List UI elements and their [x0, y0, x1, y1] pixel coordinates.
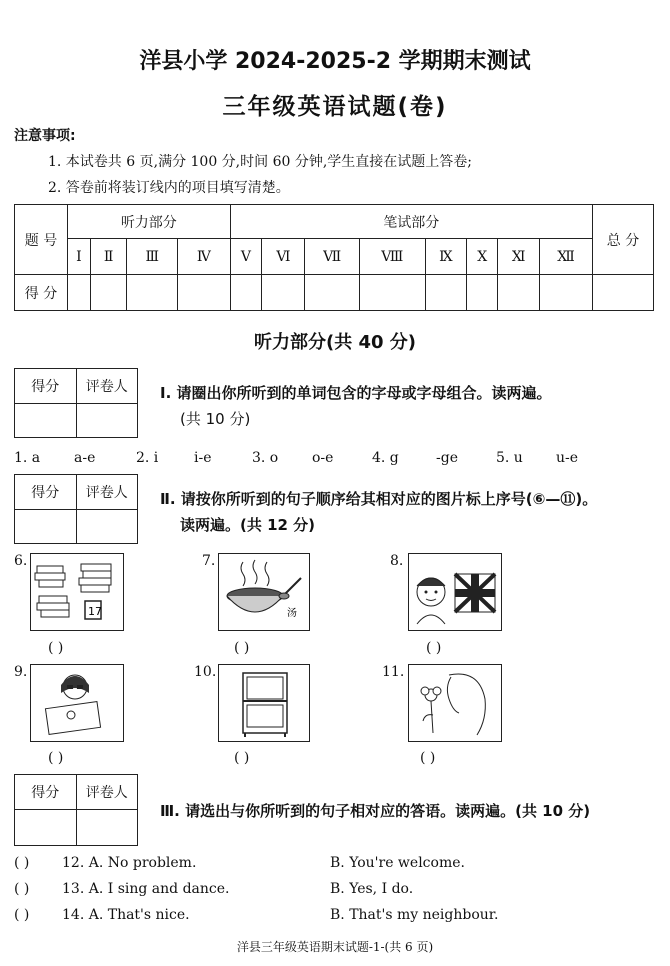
girl-picture	[30, 664, 124, 742]
q1-option[interactable]: i-e	[194, 450, 212, 466]
answer-paren[interactable]: ( )	[426, 640, 442, 656]
book-count-label: 17	[88, 605, 102, 618]
exam-title: 洋县小学 2024-2025-2 学期期末测试	[139, 49, 531, 74]
grader-name-label: 评卷人	[76, 775, 138, 810]
pic-number: 7.	[202, 553, 216, 569]
score-cell[interactable]	[467, 275, 498, 311]
grader-score-label: 得分	[15, 775, 77, 810]
notice-item: 2. 答卷前将装订线内的项目填写清楚。	[48, 180, 290, 196]
numeral-cell: Ⅴ	[230, 239, 262, 275]
girl-with-board-icon	[31, 665, 123, 741]
numeral-cell: Ⅲ	[127, 239, 178, 275]
score-cell[interactable]	[230, 275, 262, 311]
grader-name-label: 评卷人	[76, 369, 138, 404]
q1-option[interactable]: o-e	[312, 450, 334, 466]
shelf-picture	[218, 664, 310, 742]
grader-box	[14, 474, 138, 544]
numeral-cell: Ⅷ	[359, 239, 425, 275]
q2-line2: 读两遍。(共 12 分)	[180, 516, 316, 534]
q3-option-a: 13. A. I sing and dance.	[62, 881, 230, 897]
grader-score-label: 得分	[15, 475, 77, 510]
grader-name-cell[interactable]	[76, 810, 138, 846]
q3-option-b: B. That's my neighbour.	[330, 907, 499, 923]
score-cell[interactable]	[178, 275, 230, 311]
answer-paren[interactable]: ( )	[48, 750, 64, 766]
score-cell[interactable]	[262, 275, 305, 311]
soup-picture	[218, 553, 310, 631]
pic-number: 6.	[14, 553, 28, 569]
q3-option-b: B. You're welcome.	[330, 855, 465, 871]
writing-header: 笔试部分	[230, 205, 592, 239]
uk-flag-boy-icon	[409, 554, 501, 630]
q1-option[interactable]: u-e	[556, 450, 579, 466]
notice-item: 1. 本试卷共 6 页,满分 100 分,时间 60 分钟,学生直接在试题上答卷;	[48, 154, 473, 170]
q1-option[interactable]: 2. i	[136, 450, 159, 466]
numeral-cell: Ⅰ	[68, 239, 91, 275]
pic-number: 11.	[382, 664, 405, 680]
numeral-cell: Ⅻ	[539, 239, 592, 275]
answer-paren[interactable]: ( )	[14, 881, 30, 897]
q3-option-a: 12. A. No problem.	[62, 855, 197, 871]
grader-name-cell[interactable]	[76, 510, 138, 544]
grader-score-label: 得分	[15, 369, 77, 404]
answer-paren[interactable]: ( )	[14, 855, 30, 871]
grader-score-cell[interactable]	[15, 510, 77, 544]
girl-flower-picture	[408, 664, 502, 742]
answer-paren[interactable]: ( )	[14, 907, 30, 923]
q3-option-b: B. Yes, I do.	[330, 881, 414, 897]
grader-score-cell[interactable]	[15, 810, 77, 846]
numeral-cell: Ⅱ	[90, 239, 127, 275]
score-cell[interactable]	[90, 275, 127, 311]
books-picture	[30, 553, 124, 631]
grader-box	[14, 368, 138, 438]
soup-label: 汤	[287, 608, 297, 619]
numeral-cell: Ⅺ	[498, 239, 540, 275]
total-header: 总 分	[593, 205, 654, 275]
total-score-cell[interactable]	[593, 275, 654, 311]
q1-title: Ⅰ. 请圈出你所听到的单词包含的字母或字母组合。读两遍。	[160, 384, 552, 402]
pic-number: 9.	[14, 664, 28, 680]
score-table	[14, 204, 654, 311]
grader-box	[14, 774, 138, 846]
exam-subtitle: 三年级英语试题(卷)	[222, 94, 448, 120]
boy-flag-picture	[408, 553, 502, 631]
score-cell[interactable]	[68, 275, 91, 311]
q1-option[interactable]: 3. o	[252, 450, 279, 466]
q1-option[interactable]: 4. g	[372, 450, 399, 466]
q2-title: Ⅱ. 请按你所听到的句子顺序给其相对应的图片标上序号(⑥—⑪)。	[160, 490, 598, 508]
pic-number: 8.	[390, 553, 404, 569]
numeral-cell: Ⅳ	[178, 239, 230, 275]
numeral-cell: Ⅸ	[425, 239, 466, 275]
score-cell[interactable]	[539, 275, 592, 311]
numeral-cell: Ⅵ	[262, 239, 305, 275]
listening-header: 听力部分	[68, 205, 231, 239]
numeral-cell: Ⅶ	[305, 239, 359, 275]
answer-paren[interactable]: ( )	[234, 640, 250, 656]
numeral-cell: Ⅹ	[467, 239, 498, 275]
q1-option[interactable]: 5. u	[496, 450, 523, 466]
row-label-question: 题 号	[15, 205, 68, 275]
q3-option-a: 14. A. That's nice.	[62, 907, 190, 923]
score-cell[interactable]	[498, 275, 540, 311]
grader-score-cell[interactable]	[15, 404, 77, 438]
grader-name-label: 评卷人	[76, 475, 138, 510]
answer-paren[interactable]: ( )	[48, 640, 64, 656]
soup-bowl-icon	[219, 554, 309, 630]
listening-section-title: 听力部分(共 40 分)	[253, 332, 417, 353]
score-cell[interactable]	[425, 275, 466, 311]
q1-option[interactable]: 1. a	[14, 450, 41, 466]
grader-name-cell[interactable]	[76, 404, 138, 438]
score-cell[interactable]	[305, 275, 359, 311]
notice-heading: 注意事项:	[14, 128, 76, 144]
q1-option[interactable]: a-e	[74, 450, 96, 466]
books-icon	[31, 554, 123, 630]
q1-option[interactable]: -ge	[436, 450, 458, 466]
answer-paren[interactable]: ( )	[420, 750, 436, 766]
answer-paren[interactable]: ( )	[234, 750, 250, 766]
score-cell[interactable]	[127, 275, 178, 311]
score-cell[interactable]	[359, 275, 425, 311]
q3-title: Ⅲ. 请选出与你所听到的句子相对应的答语。读两遍。(共 10 分)	[160, 802, 591, 820]
shelf-icon	[219, 665, 309, 741]
pic-number: 10.	[194, 664, 217, 680]
girl-smelling-flower-icon	[409, 665, 501, 741]
q1-points: (共 10 分)	[180, 410, 251, 428]
page-footer: 洋县三年级英语期末试题-1-(共 6 页)	[236, 940, 434, 954]
row-label-score: 得 分	[15, 275, 68, 311]
